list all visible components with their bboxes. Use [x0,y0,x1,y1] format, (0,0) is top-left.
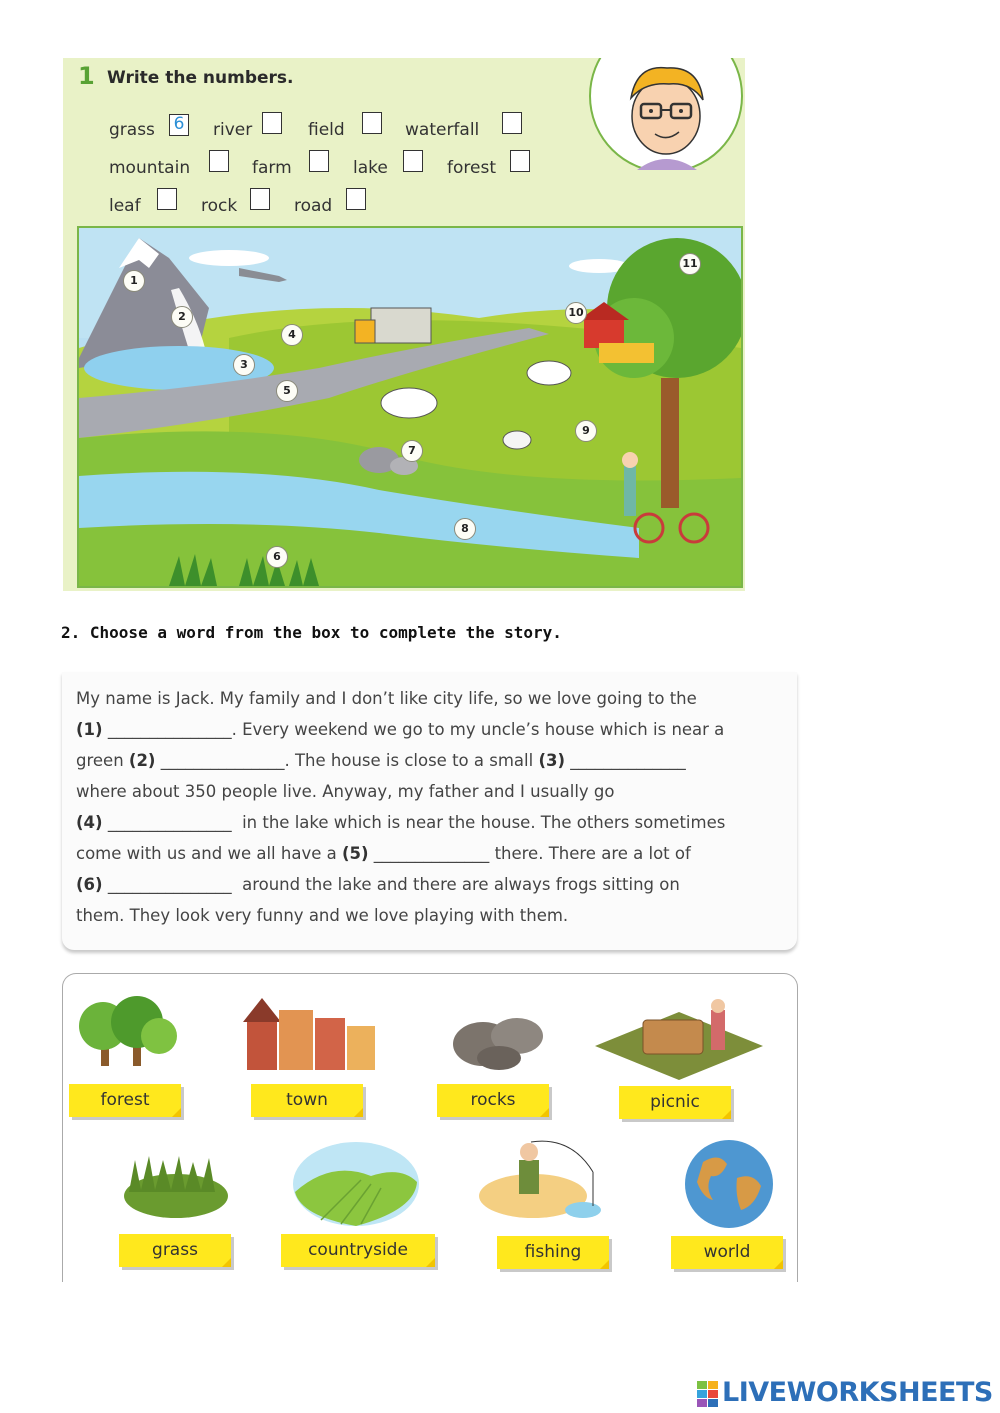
word-option-world[interactable]: world [671,1236,783,1269]
exercise-number: 1 [78,62,95,90]
picnic-picture [591,996,767,1084]
word-forest: forest [447,158,496,178]
liveworksheets-brand: LIVEWORKSHEETS [722,1377,993,1408]
word-option-picnic[interactable]: picnic [619,1086,731,1119]
countryside-picture [291,1140,421,1228]
scene-marker-10: 10 [565,302,587,324]
exercise-title: Write the numbers. [107,68,294,88]
word-option-rocks[interactable]: rocks [437,1084,549,1117]
boy-avatar-illustration [587,58,745,170]
scene-marker-5: 5 [276,380,298,402]
answer-box-field[interactable] [362,112,382,134]
answer-box-road[interactable] [346,188,366,210]
word-box [62,973,798,1282]
word-lake: lake [353,158,388,178]
scene-marker-9: 9 [575,420,597,442]
word-waterfall: waterfall [405,120,480,140]
word-option-forest[interactable]: forest [69,1084,181,1117]
answer-box-grass[interactable]: 6 [169,114,189,136]
scene-marker-3: 3 [233,354,255,376]
exercise-2-heading: 2. Choose a word from the box to complete the story. [61,623,562,642]
story-text-3a: green [76,751,124,770]
blank-label-4: (4) [76,813,103,832]
word-river: river [213,120,253,140]
word-option-town[interactable]: town [251,1084,363,1117]
word-grass: grass [109,120,155,140]
grass-picture [121,1154,231,1220]
blank-label-3: (3) [538,751,566,770]
answer-box-lake[interactable] [403,150,423,172]
story-text-6b: there. There are a lot of [494,844,691,863]
story-text-2: . Every weekend we go to my uncle’s house which is near a [231,720,725,739]
scene-marker-2: 2 [171,306,193,328]
answer-box-river[interactable] [262,112,282,134]
town-picture [241,990,381,1072]
story-line-5: (4) _______________ in the lake which is near the house. The others sometimes [76,813,726,832]
landscape-illustration [79,228,741,586]
story-line-8: them. They look very funny and we love playing with them. [76,906,569,925]
scene-marker-8: 8 [454,518,476,540]
story-text-6a: come with us and we all have a [76,844,337,863]
story-text-5: in the lake which is near the house. The others sometimes [242,813,726,832]
word-farm: farm [252,158,292,178]
word-mountain: mountain [109,158,191,178]
story-text-7: around the lake and there are always frogs sitting on [242,875,680,894]
answer-box-mountain[interactable] [209,150,229,172]
story-line-2: (1) _______________. Every weekend we go to my uncle’s house which is near a [76,720,725,739]
word-road: road [294,196,333,216]
scene-marker-6: 6 [266,546,288,568]
landscape-scene [77,226,743,588]
answer-box-forest[interactable] [510,150,530,172]
story-text-3b: . The house is close to a small [284,751,534,770]
story-panel [62,672,797,950]
liveworksheets-logo-icon [697,1377,719,1411]
exercise-1-panel [63,58,745,591]
fishing-picture [475,1132,605,1232]
word-rock: rock [201,196,238,216]
forest-picture [71,992,181,1070]
globe-picture [683,1138,775,1230]
word-leaf: leaf [109,196,141,216]
scene-marker-7: 7 [401,440,423,462]
word-option-fishing[interactable]: fishing [497,1236,609,1269]
story-line-4: where about 350 people live. Anyway, my father and I usually go [76,782,615,801]
answer-box-farm[interactable] [309,150,329,172]
blank-label-5: (5) [341,844,369,863]
blank-label-2: (2) [128,751,156,770]
story-line-1: My name is Jack. My family and I don’t like city life, so we love going to the [76,689,697,708]
story-line-3: green (2) _______________. The house is close to a small (3) ______________ [76,751,686,770]
blank-label-6: (6) [76,875,103,894]
story-line-7: (6) _______________ around the lake and there are always frogs sitting on [76,875,680,894]
scene-marker-4: 4 [281,324,303,346]
answer-box-leaf[interactable] [157,188,177,210]
rocks-picture [447,1010,551,1072]
answer-box-rock[interactable] [250,188,270,210]
word-option-countryside[interactable]: countryside [281,1234,435,1267]
scene-marker-11: 11 [679,253,701,275]
story-line-6: come with us and we all have a (5) ______________ there. There are a lot of [76,844,691,863]
blank-label-1: (1) [76,720,103,739]
answer-box-waterfall[interactable] [502,112,522,134]
scene-marker-1: 1 [123,270,145,292]
word-field: field [308,120,345,140]
word-option-grass[interactable]: grass [119,1234,231,1267]
